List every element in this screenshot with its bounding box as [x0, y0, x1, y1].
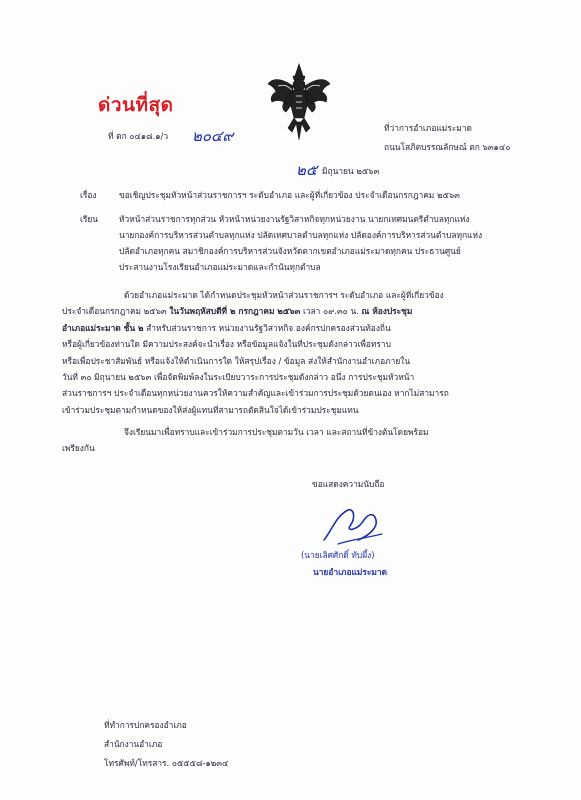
body-line: หรือผู้เกี่ยวข้องท่านใด มีความประสงค์จะนำเรื่อง หรือข้อมูลแจ้งในที่ประชุมดังกล่าวเพื่อทราบ [62, 339, 391, 350]
recipient-block [119, 213, 539, 277]
body-line: จึงเรียนมาเพื่อทราบและเข้าร่วมการประชุมตามวัน เวลา และสถานที่ข้างต้นโดยพร้อม [124, 427, 429, 437]
footer-phone: โทรศัพท์/โทรสาร. ๐๕๕๕๘-๑๒๓๔ [104, 758, 229, 768]
footer-office: สำนักงานอำเภอ [104, 739, 163, 749]
body-text: สำหรับส่วนราชการ หน่วยงานรัฐวิสาหกิจ องค์กรปกครองส่วนท้องถิ่น [146, 322, 391, 333]
signer-title: นายอำเภอแม่ระมาด [313, 567, 388, 577]
office-address: ถนนโสภิตบรรณลักษณ์ ตก ๖๓๑๔๐ [384, 142, 511, 152]
meeting-location: อำเภอแม่ระมาด ชั้น ๒ [62, 322, 144, 333]
doc-number-prefix: ที่ ตก ๐๔๑๘.๑/ว [108, 131, 169, 141]
handwritten-signature-icon [318, 500, 388, 548]
body-line: ส่วนราชการฯ ประจำเดือนทุกหน่วยงานควรให้ความสำคัญและเข้าร่วมการประชุมด้วยตนเอง หากไม่สามารถ [62, 388, 449, 399]
garuda-emblem-icon [266, 62, 332, 142]
footer-department: ที่ทำการปกครองอำเภอ [104, 720, 187, 730]
body-line [62, 303, 520, 319]
subject-text: ขอเชิญประชุมหัวหน้าส่วนราชการฯ ระดับอำเภอ และผู้ที่เกี่ยวข้อง ประจำเดือนกรกฎาคม ๒๕๖๓ [119, 190, 460, 200]
signer-name: (นายเลิศศักดิ์ ทับผึ้ง) [301, 550, 375, 560]
date-month-year: มิถุนายน ๒๕๖๓ [322, 166, 380, 176]
body-text: ประจำเดือนกรกฎาคม ๒๕๖๓ [62, 306, 167, 317]
recipient-line: หัวหน้าส่วนราชการทุกส่วน หัวหน้าหน่วยงานรัฐวิสาหกิจทุกหน่วยงาน นายกเทศมนตรีตำบลทุกแห่ง [119, 214, 470, 224]
meeting-room: ณ ห้องประชุม [361, 306, 413, 317]
meeting-date: ในวันพฤหัสบดีที่ ๒ กรกฎาคม ๒๕๖๓ [169, 306, 301, 317]
body-line: หรือเพื่อประชาสัมพันธ์ หรือแจ้งให้ดำเนินการใด ให้สรุปเรื่อง / ข้อมูล ส่งให้สำนักงานอำเภอภายใน [62, 355, 411, 366]
body-line: วันที่ ๓๐ มิถุนายน ๒๕๖๓ เพื่อจัดพิมพ์ลงในระเบียบวาระการประชุมดังกล่าว อนึ่ง การประชุมหัวหน้า [62, 371, 415, 382]
body-paragraph-1 [62, 287, 520, 418]
meeting-time: เวลา ๐๙.๓๐ น. [302, 306, 359, 317]
urgency-stamp: ด่วนที่สุด [98, 94, 174, 116]
recipient-line: นายกองค์การบริหารส่วนตำบลทุกแห่ง ปลัดเทศบาลตำบลทุกแห่ง ปลัดองค์การบริหารส่วนตำบลทุกแห่ง [119, 230, 483, 240]
recipient-line: ปลัดอำเภอทุกคน สมาชิกองค์การบริหารส่วนจังหวัดตากเขตอำเภอแม่ระมาดทุกคน ประธานศูนย์ [119, 246, 461, 256]
date-day-handwritten: ๒๕ [296, 161, 318, 179]
body-line: เพรียงกัน [62, 443, 95, 454]
recipient-label: เรียน [80, 214, 98, 224]
office-name: ที่ว่าการอำเภอแม่ระมาด [384, 123, 472, 133]
body-paragraph-2 [62, 424, 520, 457]
doc-number-handwritten: ๒๐๔๙ [192, 127, 234, 145]
subject-label: เรื่อง [80, 190, 97, 200]
body-line [62, 320, 520, 336]
body-line: เข้าร่วมประชุมตามกำหนดของให้ส่งผู้แทนที่สามารถตัดสินใจได้เข้าร่วมประชุมแทน [62, 404, 359, 415]
recipient-line: ประสานงานโรงเรียนอำเภอแม่ระมาดและกำนันทุกตำบล [119, 262, 321, 272]
closing-regards: ขอแสดงความนับถือ [312, 479, 385, 489]
body-line: ด้วยอำเภอแม่ระมาด ได้กำหนดประชุมหัวหน้าส่วนราชการฯ ระดับอำเภอ และผู้ที่เกี่ยวข้อง [124, 290, 444, 300]
